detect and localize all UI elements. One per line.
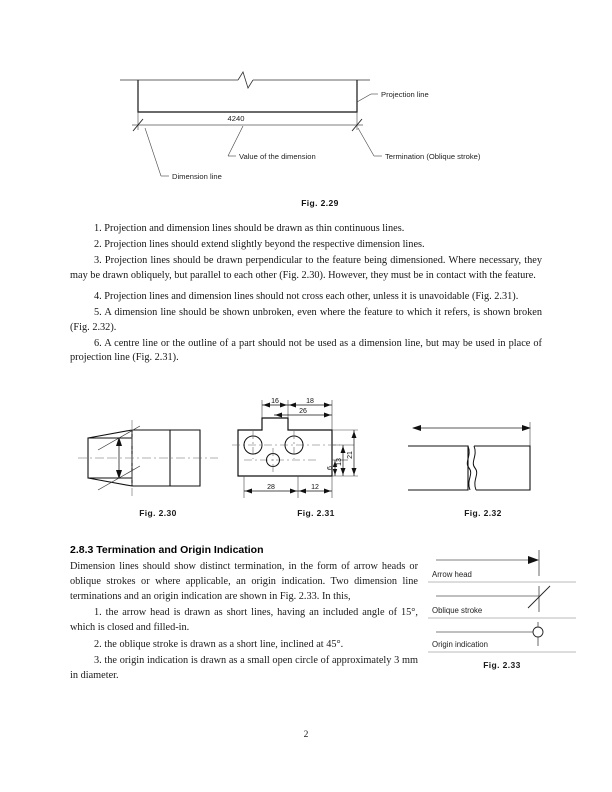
- figure-2-33-caption: Fig. 2.33: [483, 660, 521, 670]
- rule-item-1: 1. Projection and dimension lines should be drawn as thin continuous lines.: [94, 223, 405, 234]
- section-body-2-8-3: [70, 560, 418, 685]
- figure-2-30: [78, 404, 238, 508]
- fig231-dim-top-left: 16: [271, 398, 279, 405]
- fig229-label-dimension-line: Dimension line: [172, 172, 222, 181]
- fig231-dim-top-span: 26: [299, 408, 307, 415]
- figure-2-33-label-oblique-stroke: Oblique stroke: [432, 606, 483, 615]
- figure-2-33-label-origin-indication: Origin indication: [432, 640, 488, 649]
- figure-row-captions: [0, 508, 612, 522]
- section-heading-2-8-3: 2.8.3 Termination and Origin Indication: [70, 544, 264, 556]
- page-number: 2: [303, 730, 309, 740]
- rule-item-5: 5. A dimension line should be shown unbroken, even where the feature to which it refers, is shown broken (Fig. 2.32).: [70, 307, 542, 333]
- fig229-dimension-value: 4240: [227, 114, 245, 123]
- fig231-dim-right-outer: 21: [347, 451, 354, 459]
- figure-row-middle: [0, 396, 612, 526]
- rules-paragraph-group-b: [70, 290, 542, 368]
- section-item-3: 3. the origin indication is drawn as a small open circle of approximately 3 mm in diameter.: [70, 655, 418, 681]
- rule-item-6: 6. A centre line or the outline of a part should not be used as a dimension line, but may be used in place of projection line (Fig. 2.31).: [70, 337, 542, 364]
- figure-2-30-caption: Fig. 2.30: [139, 508, 177, 518]
- rules-paragraph-group-a: [70, 222, 542, 285]
- figure-2-29-caption: Fig. 2.29: [301, 198, 339, 208]
- section-item-2: 2. the oblique stroke is drawn as a short line, inclined at 45°.: [94, 638, 344, 650]
- fig229-label-termination: Termination (Oblique stroke): [385, 152, 481, 161]
- fig231-dim-top-right: 18: [306, 398, 314, 405]
- figure-2-29: [120, 68, 520, 213]
- section-intro-paragraph: Dimension lines should show distinct termination, in the form of arrow heads or oblique strokes or where applicable, an origin indication. Two dimension line terminations and an origin indication are shown in Fig. 2.33. In this,: [70, 561, 418, 602]
- fig231-dim-right-inner: 6: [327, 466, 334, 470]
- fig231-dim-bottom-left: 28: [267, 484, 275, 491]
- figure-2-32: [408, 406, 558, 506]
- figure-2-33: [428, 548, 576, 688]
- fig229-label-value-of-dimension: Value of the dimension: [239, 152, 316, 161]
- figure-2-33-label-arrow-head: Arrow head: [432, 570, 472, 579]
- section-item-1: 1. the arrow head is drawn as short lines, having an included angle of 15°, which is closed and filled-in.: [70, 607, 418, 634]
- fig231-dim-bottom-right: 12: [311, 484, 319, 491]
- rule-item-4: 4. Projection lines and dimension lines should not cross each other, unless it is unavoidable (Fig. 2.31).: [94, 291, 519, 302]
- rule-item-2: 2. Projection lines should extend slightly beyond the respective dimension lines.: [94, 239, 425, 251]
- fig231-dim-right-middle: 13: [336, 458, 343, 466]
- figure-2-31-caption: Fig. 2.31: [297, 508, 335, 518]
- rule-item-3: 3. Projection lines should be drawn perpendicular to the feature being dimensioned. Where necessary, they may be drawn obliquely, but parallel to each other (Fig. 2.30). However, they must be in contact with the feature.: [70, 255, 542, 281]
- fig229-label-projection-line: Projection line: [381, 90, 429, 99]
- figure-2-32-caption: Fig. 2.32: [464, 508, 502, 518]
- figure-2-31: [236, 398, 396, 508]
